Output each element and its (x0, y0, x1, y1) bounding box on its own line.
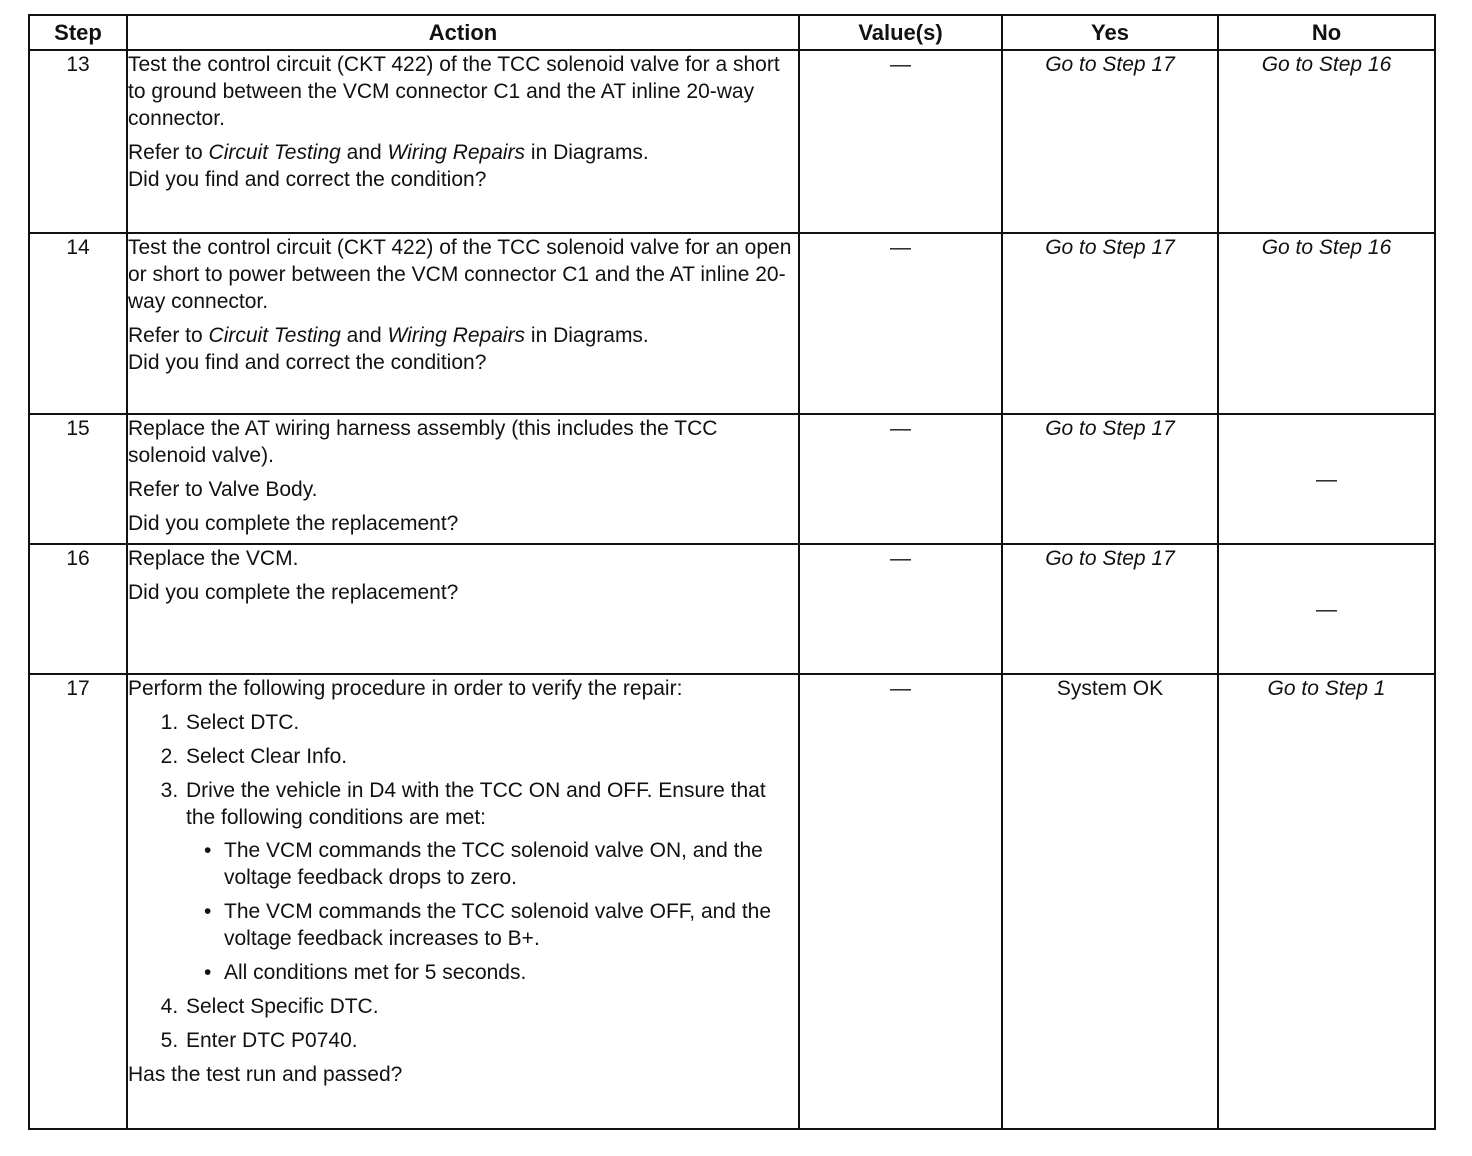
diagnostic-table (28, 14, 1436, 1130)
question-text: Has the test run and passed? (128, 1063, 403, 1086)
header-yes: Yes (1002, 15, 1218, 50)
list-item: • The VCM commands the TCC solenoid valve ON, and the voltage feedback drops to zero. (224, 837, 798, 891)
step-number: 16 (29, 544, 127, 674)
value-cell: — (799, 233, 1002, 414)
no-cell: — (1218, 544, 1435, 674)
value-cell: — (799, 414, 1002, 544)
list-item: • The VCM commands the TCC solenoid valve OFF, and the voltage feedback increases to B+. (224, 898, 798, 952)
header-row (29, 15, 1435, 50)
reference-text: Refer to Circuit Testing and Wiring Repairs in Diagrams. Did you find and correct the condition? (128, 324, 649, 374)
yes-cell: Go to Step 17 (1002, 544, 1218, 674)
list-item: 3. Drive the vehicle in D4 with the TCC ON and OFF. Ensure that the following conditions are met: • The VCM commands the TCC solenoid valve ON, and the voltage feedback drops to zero. • The VCM commands the TCC solenoid valve OFF, and the voltage feedback increases to B+. • All conditions met for 5 seconds. (184, 777, 798, 986)
header-values: Value(s) (799, 15, 1002, 50)
question-text: Did you find and correct the condition? (128, 351, 487, 374)
action-cell (127, 674, 799, 1129)
reference-text: Refer to Valve Body. (128, 478, 318, 501)
list-item: 2. Select Clear Info. (184, 743, 798, 770)
list-item: 4. Select Specific DTC. (184, 993, 798, 1020)
conditions-list (186, 837, 798, 986)
step-number: 14 (29, 233, 127, 414)
action-cell (127, 50, 799, 233)
procedure-list (128, 709, 798, 1054)
action-text: Replace the VCM. (128, 547, 299, 570)
header-action: Action (127, 15, 799, 50)
action-text: Test the control circuit (CKT 422) of the TCC solenoid valve for an open or short to power between the VCM connector C1 and the AT inline 20-way connector. (128, 236, 792, 313)
question-text: Did you complete the replacement? (128, 512, 459, 535)
table-row (29, 414, 1435, 544)
value-cell: — (799, 50, 1002, 233)
action-text: Replace the AT wiring harness assembly (this includes the TCC solenoid valve). (128, 417, 718, 467)
action-cell (127, 414, 799, 544)
no-cell: Go to Step 16 (1218, 50, 1435, 233)
yes-cell: Go to Step 17 (1002, 233, 1218, 414)
action-cell (127, 233, 799, 414)
action-text: Perform the following procedure in order to verify the repair: (128, 677, 683, 700)
list-item: 5. Enter DTC P0740. (184, 1027, 798, 1054)
list-item: 1. Select DTC. (184, 709, 798, 736)
no-cell: Go to Step 16 (1218, 233, 1435, 414)
reference-text: Refer to Circuit Testing and Wiring Repairs in Diagrams. Did you find and correct the condition? (128, 141, 649, 191)
table-row (29, 544, 1435, 674)
yes-cell: Go to Step 17 (1002, 414, 1218, 544)
question-text: Did you complete the replacement? (128, 581, 459, 604)
table-row (29, 50, 1435, 233)
table-row (29, 233, 1435, 414)
header-step: Step (29, 15, 127, 50)
table-row (29, 674, 1435, 1129)
step-number: 13 (29, 50, 127, 233)
step-number: 15 (29, 414, 127, 544)
action-text: Test the control circuit (CKT 422) of the TCC solenoid valve for a short to ground between the VCM connector C1 and the AT inline 20-way connector. (128, 53, 780, 130)
step-number: 17 (29, 674, 127, 1129)
yes-cell: Go to Step 17 (1002, 50, 1218, 233)
value-cell: — (799, 674, 1002, 1129)
question-text: Did you find and correct the condition? (128, 168, 487, 191)
list-item: • All conditions met for 5 seconds. (224, 959, 798, 986)
no-cell: — (1218, 414, 1435, 544)
value-cell: — (799, 544, 1002, 674)
yes-cell: System OK (1002, 674, 1218, 1129)
action-cell (127, 544, 799, 674)
no-cell: Go to Step 1 (1218, 674, 1435, 1129)
header-no: No (1218, 15, 1435, 50)
